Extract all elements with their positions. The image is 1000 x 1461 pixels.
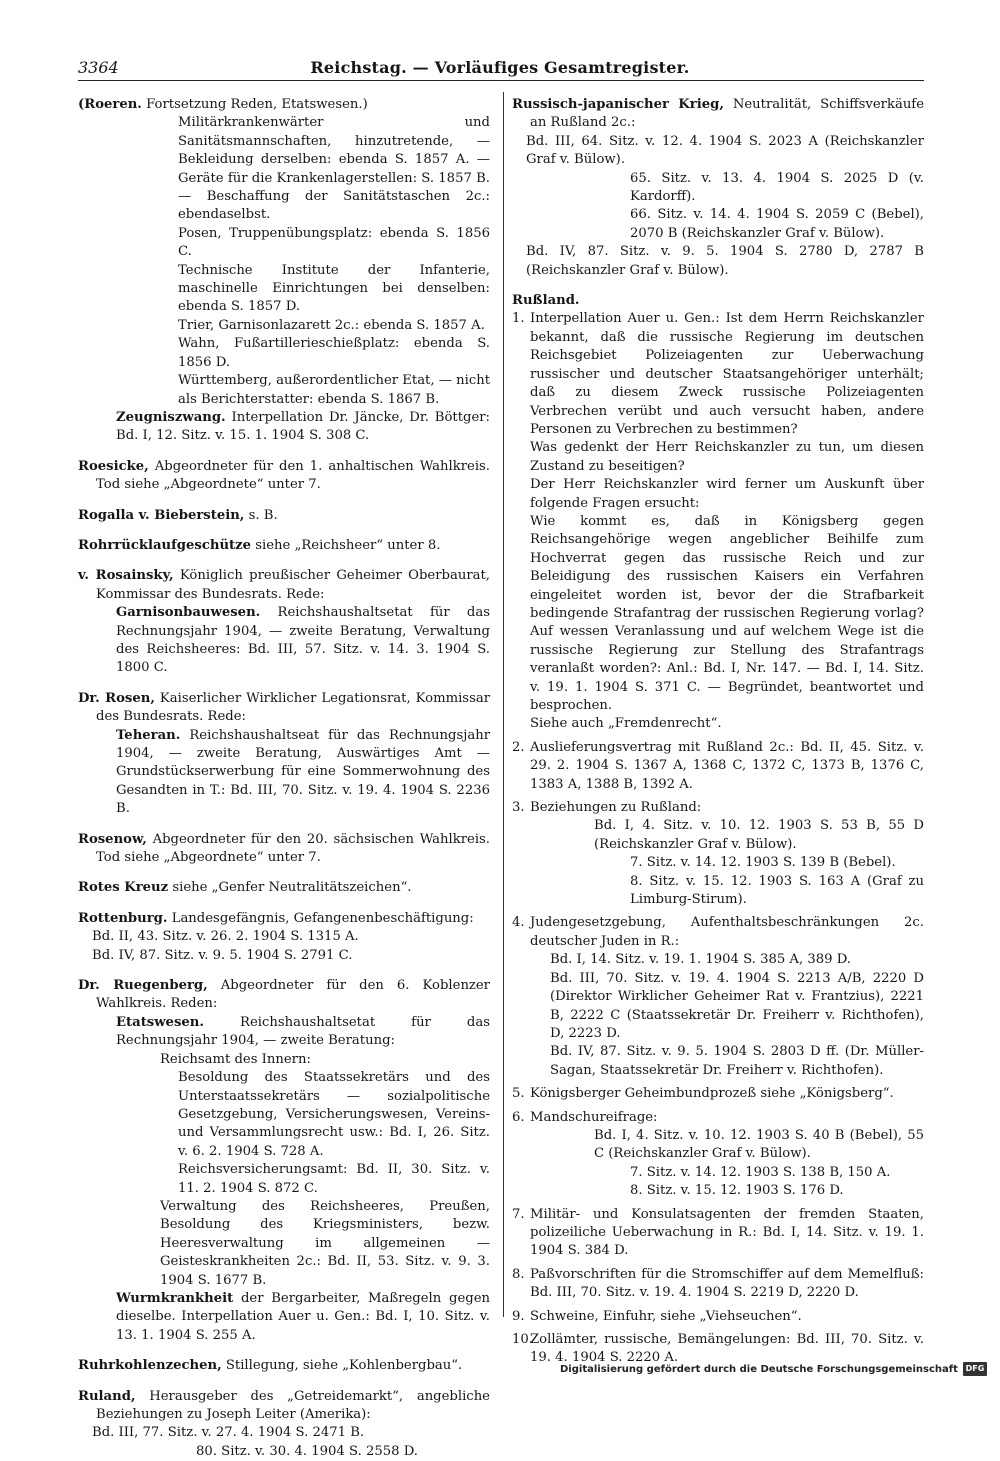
index-entry bbox=[78, 1014, 490, 1051]
entry-heading: Ruland, bbox=[78, 1388, 136, 1404]
entry-heading: Rottenburg. bbox=[78, 910, 168, 926]
index-entry bbox=[512, 1085, 924, 1103]
index-entry bbox=[78, 604, 490, 678]
index-entry bbox=[512, 292, 924, 310]
entry-text: Bd. IV, 87. Sitz. v. 9. 5. 1904 S. 2780 D, 2787 B (Reichskanzler Graf v. Bülow). bbox=[526, 244, 924, 278]
index-entry bbox=[78, 1051, 490, 1069]
entry-text: Verwaltung des Reichsheeres, Preußen, Besoldung des Kriegsministers, bezw. Heeresverwaltung im allgemeinen — Geisteskrankheiten 2c.: Bd. II, 53. Sitz. v. 9. 3. 1904 S. 1677 B. bbox=[160, 1198, 490, 1288]
entry-text: Bd. II, 43. Sitz. v. 26. 2. 1904 S. 1315 A. bbox=[92, 929, 359, 945]
entry-text: Trier, Garnisonlazarett 2c.: ebenda S. 1857 A. bbox=[178, 317, 485, 333]
index-entry bbox=[78, 409, 490, 446]
entry-text: Beziehungen zu Rußland: bbox=[530, 800, 702, 816]
entry-text: siehe „Genfer Neutralitätszeichen“. bbox=[168, 880, 412, 896]
index-entry bbox=[512, 96, 924, 133]
page-number: 3364 bbox=[78, 58, 119, 77]
entry-text: 8. Sitz. v. 15. 12. 1903 S. 176 D. bbox=[630, 1183, 844, 1199]
index-entry bbox=[512, 715, 924, 733]
index-entry bbox=[512, 243, 924, 280]
entry-text: der Bergarbeiter, Maßregeln gegen dieselbe. Interpellation Auer u. Gen.: Bd. I, 10. Sitz. v. 13. 1. 1904 S. 255 A. bbox=[116, 1290, 490, 1343]
index-entry bbox=[512, 1308, 924, 1326]
entry-text: Interpellation Dr. Jäncke, Dr. Böttger: Bd. I, 12. Sitz. v. 15. 1. 1904 S. 308 C. bbox=[116, 409, 490, 444]
index-entry bbox=[78, 1388, 490, 1425]
index-entry bbox=[512, 513, 924, 715]
entry-text: Stillegung, siehe „Kohlenbergbau“. bbox=[221, 1358, 463, 1374]
entry-text: Judengesetzgebung, Aufenthaltsbeschränkungen 2c. deutscher Juden in R.: bbox=[530, 915, 924, 949]
entry-heading: Dr. Ruegenberg, bbox=[78, 978, 208, 994]
entry-text: Kaiserlicher Wirklicher Legationsrat, Kommissar des Bundesrats. Rede: bbox=[96, 690, 490, 725]
entry-text: Interpellation Auer u. Gen.: Ist dem Herrn Reichskanzler bekannt, daß die russische Regierung im deutschen Reichsgebiet Polizeiagenten zur Ueberwachung russischer und deutscher Staatsangehöriger unterhält; daß zu diesem Zweck russische Polizeiagenten Verbrechen verübt und auch versucht haben, andere Personen zu Verbrechen zu bestimmen? bbox=[530, 311, 924, 437]
item-number: 8. bbox=[512, 1266, 525, 1282]
entry-text: 66. Sitz. v. 14. 4. 1904 S. 2059 C (Bebel), 2070 B (Reichskanzler Graf v. Bülow). bbox=[630, 207, 924, 241]
entry-text: Militärkrankenwärter und Sanitätsmannschaften, hinzutretende, — Bekleidung derselben: ebenda S. 1857 A. — Geräte für die Krankenlagerstellen: S. 1857 B. — Beschaffung der Sanitätstaschen 2c.: ebendaselbst. bbox=[178, 115, 490, 223]
entry-text: Landesgefängnis, Gefangenenbeschäftigung: bbox=[167, 910, 474, 926]
item-number: 1. bbox=[512, 311, 525, 327]
header-rule bbox=[78, 80, 924, 81]
index-entry bbox=[512, 476, 924, 513]
entry-heading: Rogalla v. Bieberstein, bbox=[78, 507, 245, 523]
index-entry bbox=[512, 133, 924, 170]
entry-heading: Ruhrkohlenzechen, bbox=[78, 1358, 222, 1374]
entry-heading: v. Rosainsky, bbox=[78, 568, 174, 584]
entry-text: Königlich preußischer Geheimer Oberbaurat, Kommissar des Bundesrats. Rede: bbox=[96, 568, 490, 602]
item-number: 7. bbox=[512, 1206, 525, 1222]
index-entry bbox=[512, 1266, 924, 1303]
entry-text: Abgeordneter für den 6. Koblenzer Wahlkreis. Reden: bbox=[96, 978, 490, 1012]
index-entry bbox=[78, 910, 490, 928]
index-entry bbox=[78, 1443, 490, 1461]
entry-text: Württemberg, außerordentlicher Etat, — nicht als Berichterstatter: ebenda S. 1867 B. bbox=[178, 373, 491, 407]
index-entry bbox=[512, 1043, 924, 1080]
entry-text: Paßvorschriften für die Stromschiffer auf dem Memelfluß: Bd. III, 70. Sitz. v. 19. 4. 1904 S. 2219 D, 2220 D. bbox=[530, 1266, 924, 1301]
item-number: 2. bbox=[512, 739, 525, 755]
index-entry bbox=[78, 262, 490, 317]
index-entry bbox=[512, 1206, 924, 1261]
entry-text: Reichshaushaltseat für das Rechnungsjahr 1904, — zweite Beratung, Auswärtiges Amt — Grundstückserwerbung für eine Sommerwohnung des Gesandten in T.: Bd. III, 70. Sitz. v. 19. 4. 1904 S. 2236 B. bbox=[116, 727, 490, 817]
left-column bbox=[78, 96, 490, 1461]
index-entry bbox=[512, 739, 924, 794]
index-entry bbox=[78, 96, 490, 114]
footer-credit: Digitalisierung gefördert durch die Deutsche Forschungsgemeinschaft bbox=[560, 1364, 958, 1375]
entry-text: 65. Sitz. v. 13. 4. 1904 S. 2025 D (v. Kardorff). bbox=[630, 170, 924, 205]
entry-heading: Rohrrücklaufgeschütze bbox=[78, 537, 252, 553]
index-entry bbox=[78, 928, 490, 946]
index-entry bbox=[78, 567, 490, 604]
entry-heading: (Roeren. bbox=[78, 97, 142, 112]
entry-text: 7. Sitz. v. 14. 12. 1903 S. 138 B, 150 A. bbox=[630, 1164, 891, 1180]
index-entry bbox=[78, 831, 490, 868]
index-entry bbox=[78, 690, 490, 727]
index-entry bbox=[78, 114, 490, 224]
index-entry bbox=[512, 873, 924, 910]
entry-text: Reichsversicherungsamt: Bd. II, 30. Sitz. v. 11. 2. 1904 S. 872 C. bbox=[178, 1162, 490, 1196]
entry-heading: Rußland. bbox=[512, 293, 580, 309]
entry-heading: Garnisonbauwesen. bbox=[116, 605, 261, 621]
entry-text: Bd. I, 4. Sitz. v. 10. 12. 1903 S. 53 B, 55 D (Reichskanzler Graf v. Bülow). bbox=[594, 818, 924, 852]
index-entry bbox=[78, 335, 490, 372]
entry-text: Fortsetzung Reden, Etatswesen.) bbox=[141, 97, 368, 112]
entry-text: Schweine, Einfuhr, siehe „Viehseuchen“. bbox=[530, 1308, 802, 1324]
column-divider bbox=[503, 92, 504, 1317]
entry-text: Königsberger Geheimbundprozeß siehe „Königsberg“. bbox=[530, 1086, 894, 1102]
entry-text: Bd. I, 4. Sitz. v. 10. 12. 1903 S. 40 B (Bebel), 55 C (Reichskanzler Graf v. Bülow). bbox=[594, 1127, 924, 1162]
entry-text: Reichshaushaltsetat für das Rechnungsjahr 1904, — zweite Beratung, Verwaltung des Reichsheeres: Bd. III, 57. Sitz. v. 14. 3. 1904 S. 1800 C. bbox=[116, 605, 490, 676]
index-entry bbox=[512, 1127, 924, 1164]
index-entry bbox=[78, 1290, 490, 1345]
entry-text: Bd. III, 77. Sitz. v. 27. 4. 1904 S. 2471 B. bbox=[92, 1425, 365, 1441]
item-number: 6. bbox=[512, 1109, 525, 1125]
entry-text: Mandschureifrage: bbox=[530, 1109, 658, 1125]
entry-text: Bd. III, 70. Sitz. v. 19. 4. 1904 S. 2213 A/B, 2220 D (Direktor Wirklicher Geheimer Rat v. Frantzius), 2221 B, 2222 C (Staatssekretär Dr. Freiherr v. Richthofen), D, 2223 D. bbox=[550, 970, 924, 1041]
entry-heading: Zeugniszwang. bbox=[116, 409, 226, 425]
entry-heading: Wurmkrankheit bbox=[116, 1290, 234, 1306]
right-column bbox=[512, 96, 924, 1368]
entry-text: Herausgeber des „Getreidemarkt“, angebliche Beziehungen zu Joseph Leiter (Amerika): bbox=[96, 1388, 490, 1422]
index-entry bbox=[78, 1161, 490, 1198]
entry-text: Der Herr Reichskanzler wird ferner um Auskunft über folgende Fragen ersucht: bbox=[530, 477, 924, 511]
entry-heading: Russisch-japanischer Krieg, bbox=[512, 97, 724, 112]
entry-heading: Rosenow, bbox=[78, 831, 147, 847]
index-entry bbox=[78, 727, 490, 819]
entry-text: Militär- und Konsulatsagenten der fremden Staaten, polizeiliche Ueberwachung in R.: Bd. I, 14. Sitz. v. 19. 1. 1904 S. 384 D. bbox=[530, 1206, 924, 1259]
entry-text: Auslieferungsvertrag mit Rußland 2c.: Bd. II, 45. Sitz. v. 29. 2. 1904 S. 1367 A, 1368 C, 1372 C, 1373 B, 1376 C, 1383 A, 1388 B, 1392 A. bbox=[530, 739, 924, 792]
running-head: Reichstag. — Vorläufiges Gesamtregister. bbox=[310, 58, 690, 77]
entry-text: Bd. III, 64. Sitz. v. 12. 4. 1904 S. 2023 A (Reichskanzler Graf v. Bülow). bbox=[526, 133, 924, 168]
index-entry bbox=[512, 799, 924, 817]
index-entry bbox=[78, 879, 490, 897]
entry-heading: Etatswesen. bbox=[116, 1014, 204, 1030]
entry-text: Besoldung des Staatssekretärs und des Unterstaatssekretärs — sozialpolitische Gesetzgebung, Versicherungswesen, Vereins- und Versammlungsrecht usw.: Bd. I, 26. Sitz. v. 6. 2. 1904 S. 728 A. bbox=[178, 1070, 490, 1159]
entry-text: Was gedenkt der Herr Reichskanzler zu tun, um diesen Zustand zu beseitigen? bbox=[530, 440, 924, 474]
entry-heading: Roesicke, bbox=[78, 458, 149, 474]
index-entry bbox=[78, 225, 490, 262]
index-entry bbox=[78, 1357, 490, 1375]
entry-text: Bd. IV, 87. Sitz. v. 9. 5. 1904 S. 2791 C. bbox=[92, 947, 353, 963]
index-entry bbox=[78, 372, 490, 409]
index-entry bbox=[512, 170, 924, 207]
entry-text: Zollämter, russische, Bemängelungen: Bd. III, 70. Sitz. v. 19. 4. 1904 S. 2220 A. bbox=[530, 1332, 924, 1366]
index-entry bbox=[512, 854, 924, 872]
entry-heading: Teheran. bbox=[116, 727, 181, 743]
entry-text: Neutralität, Schiffsverkäufe an Rußland 2c.: bbox=[530, 97, 924, 131]
entry-text: Reichshaushaltsetat für das Rechnungsjahr 1904, — zweite Beratung: bbox=[116, 1014, 490, 1049]
index-entry bbox=[512, 1182, 924, 1200]
entry-text: s. B. bbox=[244, 507, 278, 523]
index-entry bbox=[78, 1069, 490, 1161]
dfg-logo: DFG bbox=[963, 1362, 987, 1376]
index-entry bbox=[512, 1331, 924, 1368]
entry-text: 80. Sitz. v. 30. 4. 1904 S. 2558 D. bbox=[196, 1443, 419, 1459]
entry-heading: Rotes Kreuz bbox=[78, 880, 169, 896]
entry-text: Abgeordneter für den 20. sächsischen Wahlkreis. Tod siehe „Abgeordnete“ unter 7. bbox=[96, 831, 490, 866]
entry-text: Wie kommt es, daß in Königsberg gegen Reichsangehörige wegen angeblicher Beihilfe zum Hochverrat gegen das russische Reich und zur Beleidigung des russischen Kaisers ein Verfahren eingeleitet worden ist, bevor der die Strafbarkeit bedingende Strafantrag der russischen Regierung vorlag? Auf wessen Veranlassung und auf welchem Wege ist die russische Regierung zur Stellung des Strafantrags veranlaßt worden?: Anl.: Bd. I, Nr. 147. — Bd. I, 14. Sitz. v. 19. 1. 1904 S. 371 C. — Begründet, beantwortet und besprochen. bbox=[530, 513, 924, 713]
index-entry bbox=[512, 310, 924, 439]
item-number: 3. bbox=[512, 800, 525, 816]
entry-text: Wahn, Fußartillerieschießplatz: ebenda S. 1856 D. bbox=[178, 336, 490, 370]
entry-text: Posen, Truppenübungsplatz: ebenda S. 1856 C. bbox=[178, 225, 490, 260]
entry-text: Siehe auch „Fremdenrecht“. bbox=[530, 716, 722, 732]
entry-text: 8. Sitz. v. 15. 12. 1903 S. 163 A (Graf zu Limburg-Stirum). bbox=[630, 873, 924, 908]
index-entry bbox=[78, 947, 490, 965]
index-entry bbox=[512, 914, 924, 951]
entry-text: Bd. IV, 87. Sitz. v. 9. 5. 1904 S. 2803 D ff. (Dr. Müller-Sagan, Staatssekretär Dr. Freiherr v. Richthofen). bbox=[550, 1044, 924, 1078]
entry-text: Reichsamt des Innern: bbox=[160, 1051, 311, 1067]
entry-text: siehe „Reichsheer“ unter 8. bbox=[251, 537, 441, 553]
index-entry bbox=[78, 1424, 490, 1442]
index-entry bbox=[78, 977, 490, 1014]
index-entry bbox=[512, 439, 924, 476]
index-entry bbox=[78, 537, 490, 555]
index-entry bbox=[512, 1109, 924, 1127]
entry-text: 7. Sitz. v. 14. 12. 1903 S. 139 B (Bebel). bbox=[630, 855, 896, 871]
index-entry bbox=[78, 458, 490, 495]
item-number: 9. bbox=[512, 1308, 525, 1324]
index-entry bbox=[78, 1198, 490, 1290]
entry-text: Abgeordneter für den 1. anhaltischen Wahlkreis. Tod siehe „Abgeordnete“ unter 7. bbox=[96, 458, 490, 493]
entry-heading: Dr. Rosen, bbox=[78, 690, 155, 706]
item-number: 5. bbox=[512, 1086, 525, 1102]
item-number: 10. bbox=[512, 1332, 533, 1347]
index-entry bbox=[78, 507, 490, 525]
index-entry bbox=[512, 817, 924, 854]
entry-text: Bd. I, 14. Sitz. v. 19. 1. 1904 S. 385 A, 389 D. bbox=[550, 952, 851, 968]
entry-text: Technische Institute der Infanterie, maschinelle Einrichtungen bei denselben: ebenda S. 1857 D. bbox=[178, 262, 490, 315]
item-number: 4. bbox=[512, 915, 525, 931]
index-entry bbox=[512, 970, 924, 1044]
index-entry bbox=[78, 317, 490, 335]
index-entry bbox=[512, 1164, 924, 1182]
index-entry bbox=[512, 206, 924, 243]
index-entry bbox=[512, 951, 924, 969]
